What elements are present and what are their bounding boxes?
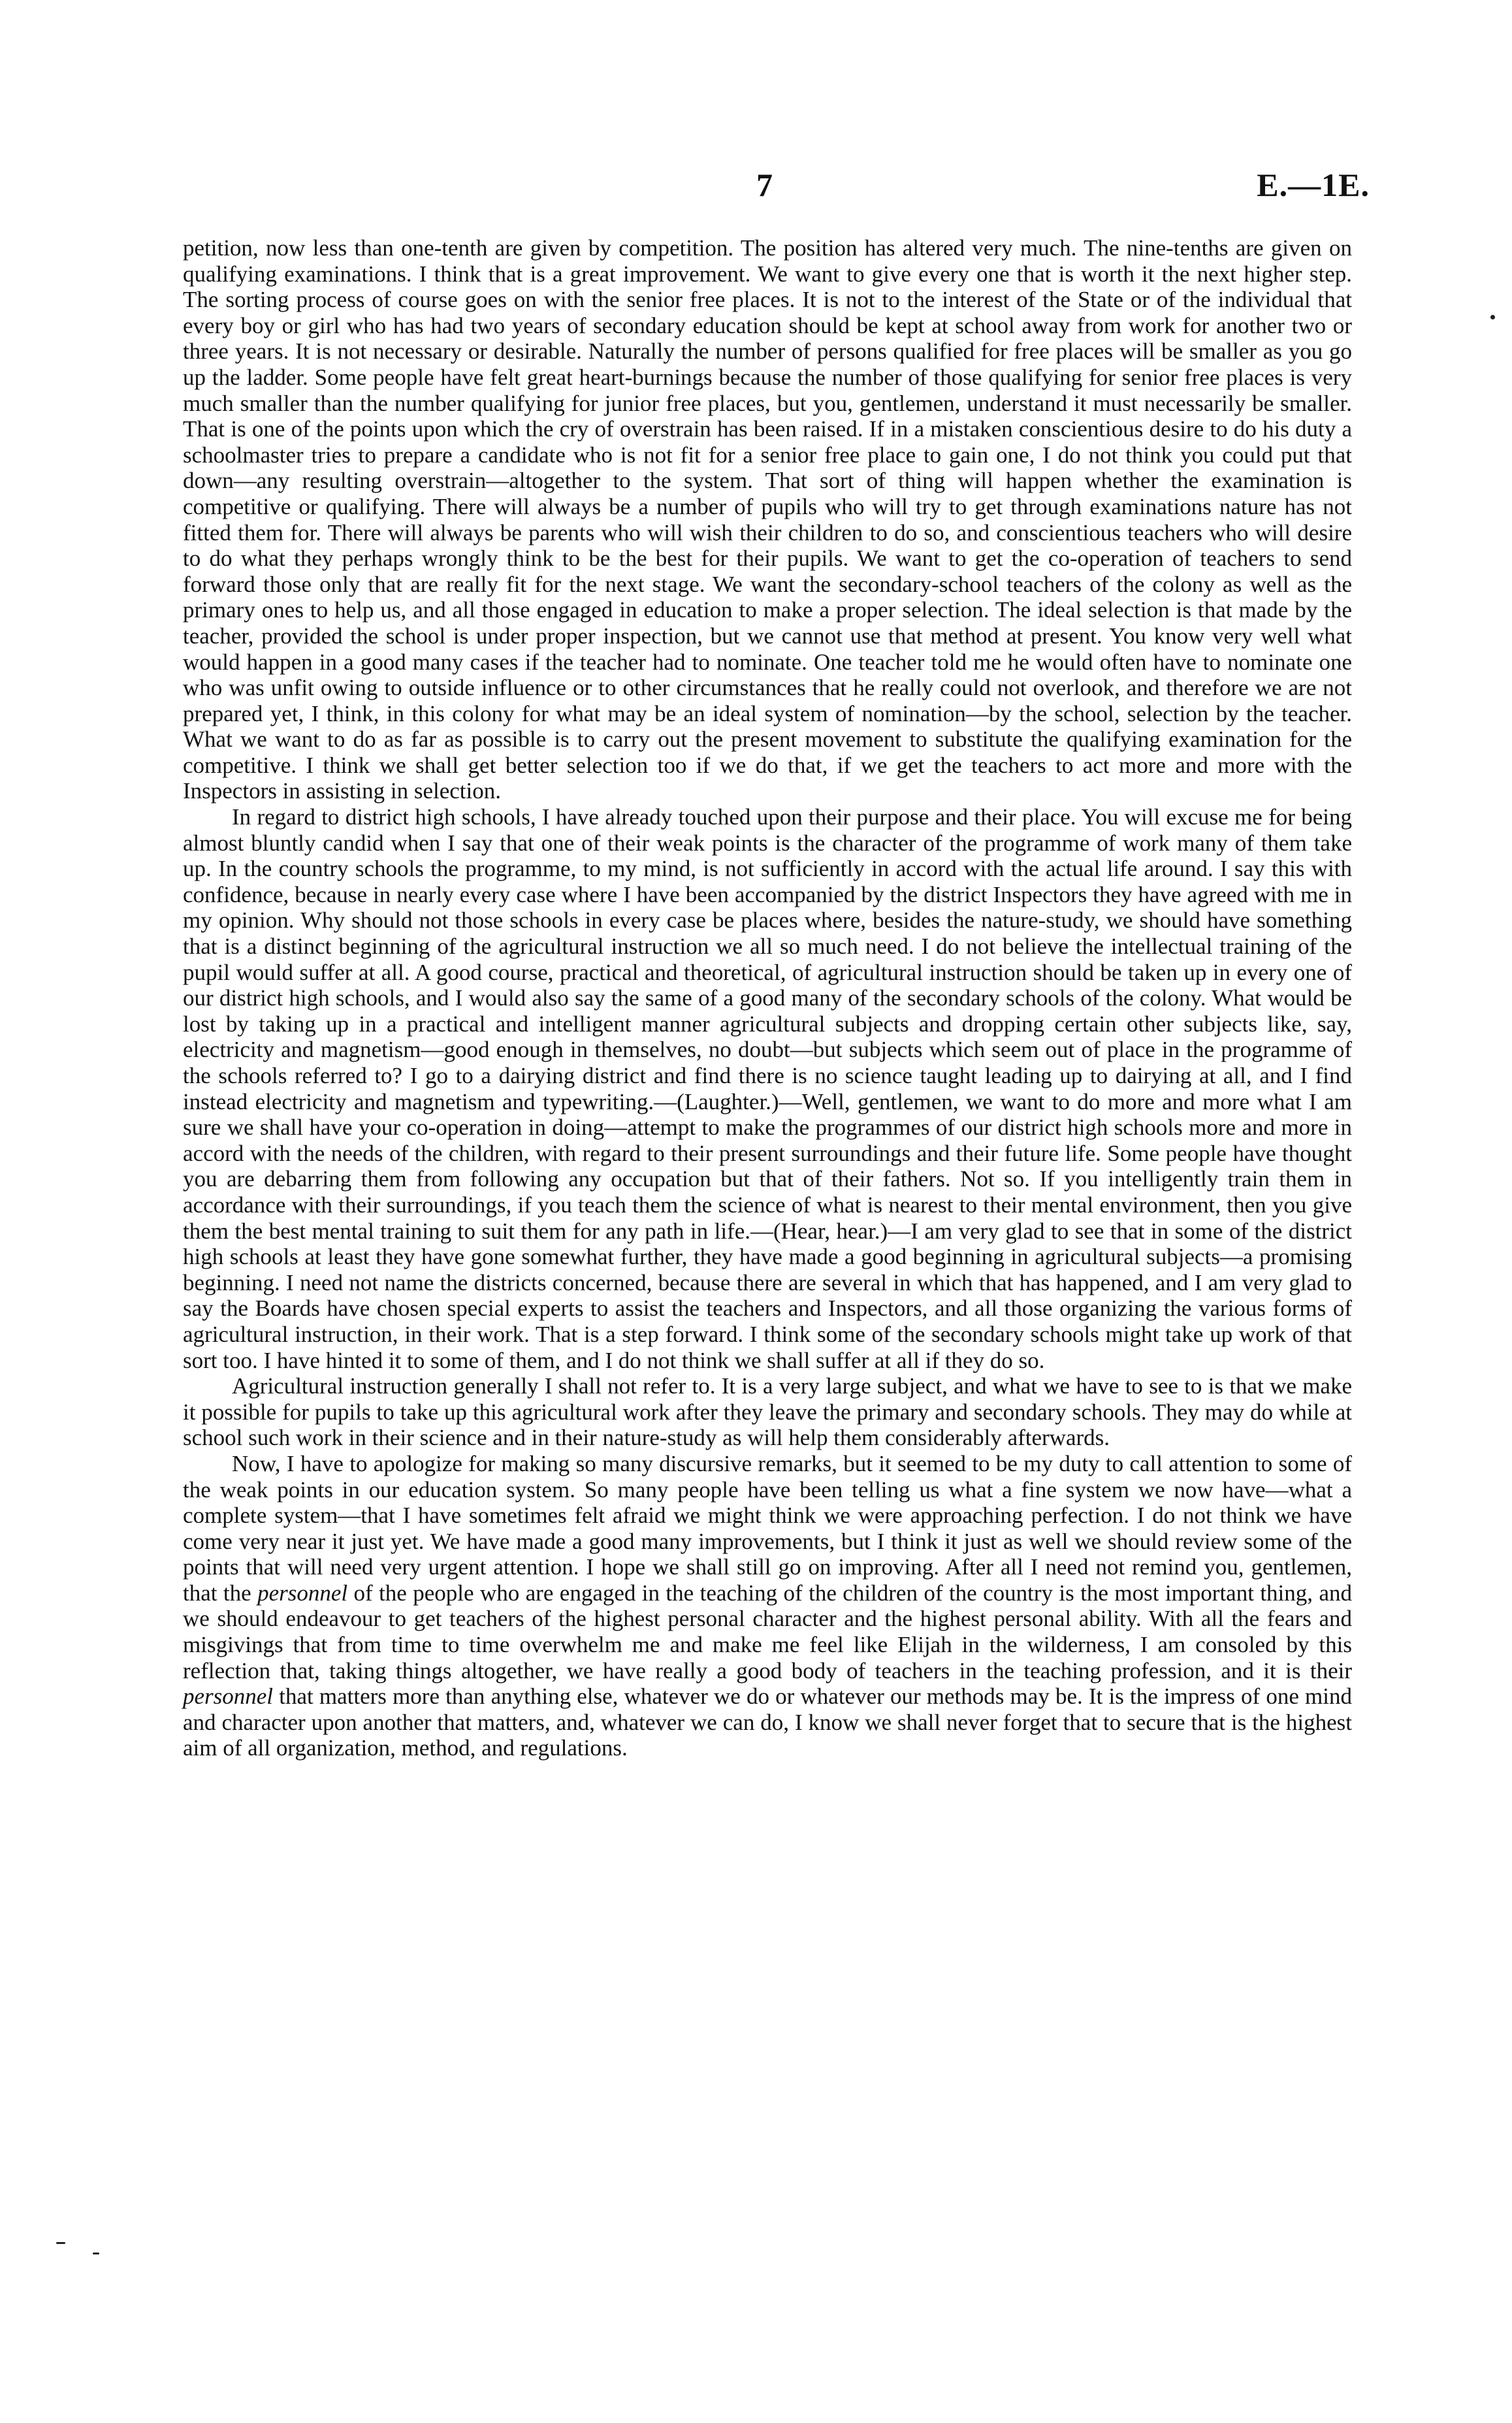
- scan-speck: [93, 2252, 99, 2254]
- paragraph-text: petition, now less than one-tenth are given by competition. The position has altered very much. The nine-tenths are given on qualifying examinations. I think that is a great improvement. We want to give every one that is worth it the next higher step. The sorting process of course goes on with the senior free places. It is not to the interest of the State or of the individual that every boy or girl who has had two years of secondary education should be kept at school away from work for another two or three years. It is not necessary or desirable. Naturally the number of persons qualified for free places will be smaller as you go up the ladder. Some people have felt great heart-burnings because the number of those qualifying for senior free places is very much smaller than the number qualifying for junior free places, but you, gentlemen, understand it must necessarily be smaller. That is one of the points upon which the cry of overstrain has been raised. If in a mistaken conscientious desire to do his duty a schoolmaster tries to prepare a candidate who is not fit for a senior free place to gain one, I do not think you could put that down—any resulting overstrain—altogether to the system. That sort of thing will happen whether the examination is competitive or qualifying. There will always be a number of pupils who will try to get through examinations nature has not fitted them for. There will always be parents who will wish their children to do so, and conscientious teachers who will desire to do what they perhaps wrongly think to be the best for their pupils. We want to get the co-operation of teachers to send forward those only that are really fit for the next stage. We want the secondary-school teachers of the colony as well as the primary ones to help us, and all those engaged in education to make a proper selection. The ideal selection is that made by the teacher, provided the school is under proper inspection, but we cannot use that method at present. You know very well what would happen in a good many cases if the teacher had to nominate. One teacher told me he would often have to nominate one who was unfit owing to outside influence or to other circumstances that he really could not overlook, and therefore we are not prepared yet, I think, in this colony for what may be an ideal system of nomination—by the school, selection by the teacher. What we want to do as far as possible is to carry out the present movement to substitute the qualifying examination for the competitive. I think we shall get better selection too if we do that, if we get the teachers to act more and more with the Inspectors in assisting in selection.: [183, 235, 1352, 804]
- paragraph-text: that matters more than anything else, whatever we do or whatever our methods may be. It is the impress of one mind and character upon another that matters, and, whatever we can do, I know we shall never forget that to secure that is the highest aim of all organization, method, and regulations.: [183, 1683, 1352, 1761]
- body-text: [183, 235, 1352, 1761]
- paragraph-text: of the people who are engaged in the teaching of the children of the country is the most important thing, and we should endeavour to get teachers of the highest personal character and the highest personal ability. With all the fears and misgivings that from time to time overwhelm me and make me feel like Elijah in the wilderness, I am consoled by this reflection that, taking things altogether, we have really a good body of teachers in the teaching profession, and it is their: [183, 1580, 1352, 1683]
- italic-term: personnel: [257, 1580, 348, 1606]
- paragraph-text: Now, I have to apologize for making so many discursive remarks, but it seemed to be my duty to call attention to some of the weak points in our education system. So many people have been telling us what a fine system we now have—what a complete system—that I have sometimes felt afraid we might think we were approaching perfection. I do not think we have come very near it just yet. We have made a good many improvements, but I think it just as well we should review some of the points that will need very urgent attention. I hope we shall still go on improving. After all I need not remind you, gentlemen, that the: [183, 1450, 1352, 1606]
- paragraph-text: Agricultural instruction generally I shall not refer to. It is a very large subject, and what we have to see to is that we make it possible for pupils to take up this agricultural work after they leave the primary and secondary schools. They may do while at school such work in their science and in their nature-study as will help them considerably afterwards.: [183, 1373, 1352, 1451]
- italic-term: personnel: [183, 1683, 274, 1710]
- paragraph-text: In regard to district high schools, I have already touched upon their purpose and their place. You will excuse me for being almost bluntly candid when I say that one of their weak points is the character of the programme of work many of them take up. In the country schools the programme, to my mind, is not sufficiently in accord with the actual life around. I say this with confidence, because in nearly every case where I have been accompanied by the district Inspectors they have agreed with me in my opinion. Why should not those schools in every case be places where, besides the nature-study, we should have something that is a distinct beginning of the agricultural instruction we all so much need. I do not believe the intellectual training of the pupil would suffer at all. A good course, practical and theoretical, of agricultural instruction should be taken up in every one of our district high schools, and I would also say the same of a good many of the secondary schools of the colony. What would be lost by taking up in a practical and intelligent manner agricultural subjects and dropping certain other subjects like, say, electricity and magnetism—good enough in themselves, no doubt—but subjects which seem out of place in the programme of the schools referred to? I go to a dairying district and find there is no science taught leading up to dairying at all, and I find instead electricity and magnetism and typewriting.—(Laughter.)—Well, gentlemen, we want to do more and more what I am sure we shall have your co-operation in doing—attempt to make the programmes of our district high schools more and more in accord with the needs of the children, with regard to their present surroundings and their future life. Some people have thought you are debarring them from following any occupation but that of their fathers. Not so. If you intelligently train them in accordance with their surroundings, if you teach them the science of what is nearest to their mental environment, then you give them the best mental training to suit them for any path in life.—(Hear, hear.)—I am very glad to see that in some of the district high schools at least they have gone somewhat further, they have made a good beginning in agricultural subjects—a promising beginning. I need not name the districts concerned, because there are several in which that has happened, and I am very glad to say the Boards have chosen special experts to assist the teachers and Inspectors, and all those organizing the various forms of agricultural instruction, in their work. That is a step forward. I think some of the secondary schools might take up work of that sort too. I have hinted it to some of them, and I do not think we shall suffer at all if they do so.: [183, 804, 1352, 1373]
- document-reference: E.—1E.: [1257, 167, 1370, 203]
- paragraph-1: [183, 235, 1352, 804]
- page-header: [0, 162, 1512, 208]
- page-number: 7: [756, 167, 773, 203]
- scan-speck: [1490, 315, 1495, 319]
- scan-speck: [56, 2242, 65, 2244]
- paragraph-3: [183, 1373, 1352, 1451]
- paragraph-2: [183, 804, 1352, 1373]
- paragraph-4: [183, 1451, 1352, 1761]
